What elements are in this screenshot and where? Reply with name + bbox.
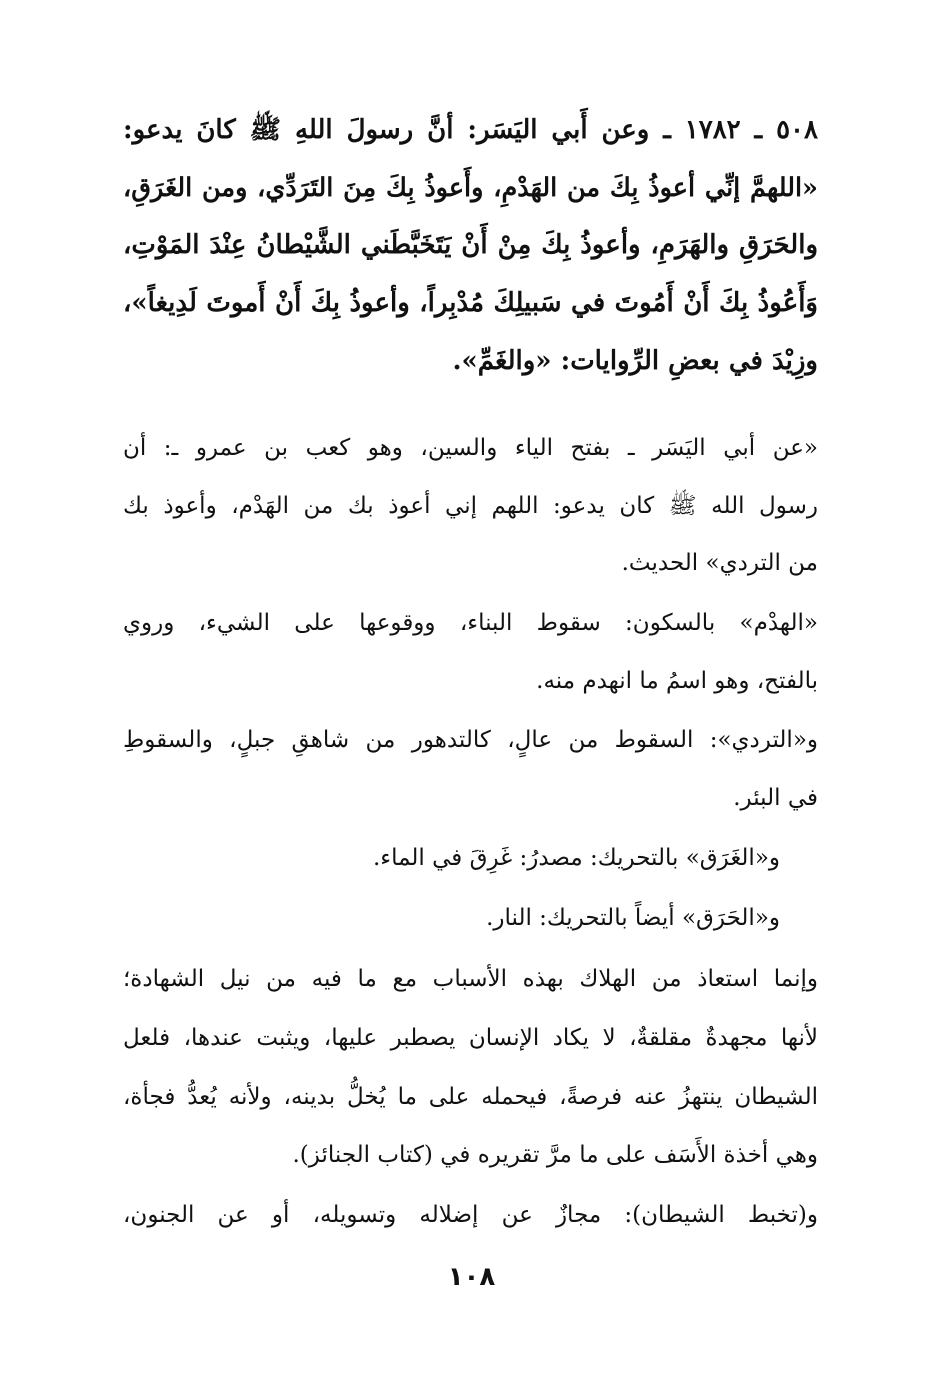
commentary-line: وإنما استعاذ من الهلاك بهذه الأسباب مع ما فيه من نيل الشهادة؛ [123, 966, 818, 992]
commentary-line: و«التردي»: السقوط من عالٍ، كالتدهور من شاهقِ جبلٍ، والسقوطِ [123, 727, 818, 753]
hadith-line: وَأَعُوذُ بِكَ أَنْ أَمُوتَ في سَبيلِكَ مُدْبِراً، وأعوذُ بِكَ أَنْ أَموتَ لَدِيغاً»، [123, 288, 818, 318]
commentary-line: و«الحَرَق» أيضاً بالتحريك: النار. [486, 905, 780, 931]
commentary-line: و«الغَرَق» بالتحريك: مصدرُ: غَرِقَ في الماء. [372, 845, 780, 871]
commentary-line: في البئر. [733, 785, 818, 811]
commentary-line: و(تخبط الشيطان): مجازٌ عن إضلاله وتسويله، أو عن الجنون، [123, 1202, 818, 1228]
commentary-line: رسول الله ﷺ كان يدعو: اللهم إني أعوذ بك من الهَدْم، وأعوذ بك [123, 493, 818, 519]
commentary-line: لأنها مجهدةٌ مقلقةٌ، لا يكاد الإنسان يصطبر عليها، ويثبت عندها، فلعل [123, 1025, 818, 1051]
commentary-line: «عن أبي اليَسَر ـ بفتح الياء والسين، وهو كعب بن عمرو ـ: أن [123, 435, 818, 461]
commentary-line: وهي أخذة الأَسَف على ما مرَّ تقريره في (كتاب الجنائز). [292, 1142, 818, 1168]
hadith-line: «اللهمَّ إنِّي أعوذُ بِكَ من الهَدْمِ، وأَعوذُ بِكَ مِنَ التَرَدِّي، ومن الغَرَقِ، [123, 173, 818, 203]
commentary-line: بالفتح، وهو اسمُ ما انهدم منه. [536, 668, 818, 694]
hadith-line: وزِيْدَ في بعضِ الرِّوايات: «والغَمِّ». [452, 346, 818, 376]
hadith-line: ٥٠٨ ـ ١٧٨٢ ـ وعن أَبي اليَسَر: أنَّ رسولَ اللهِ ﷺ كانَ يدعو: [123, 115, 818, 145]
commentary-line: الشيطان ينتهزُ عنه فرصةً، فيحمله على ما يُخلُّ بدينه، ولأنه يُعدُّ فجأة، [123, 1084, 818, 1110]
commentary-line: من التردي» الحديث. [621, 550, 818, 576]
commentary-line: «الهدْم» بالسكون: سقوط البناء، ووقوعها على الشيء، وروي [123, 610, 818, 636]
hadith-line: والحَرَقِ والهَرَمِ، وأعوذُ بِكَ مِنْ أَنْ يَتَخَبَّطَني الشَّيْطانُ عِنْدَ المَوْتِ، [123, 230, 818, 260]
page-number: ١٠٨ [447, 1262, 496, 1292]
